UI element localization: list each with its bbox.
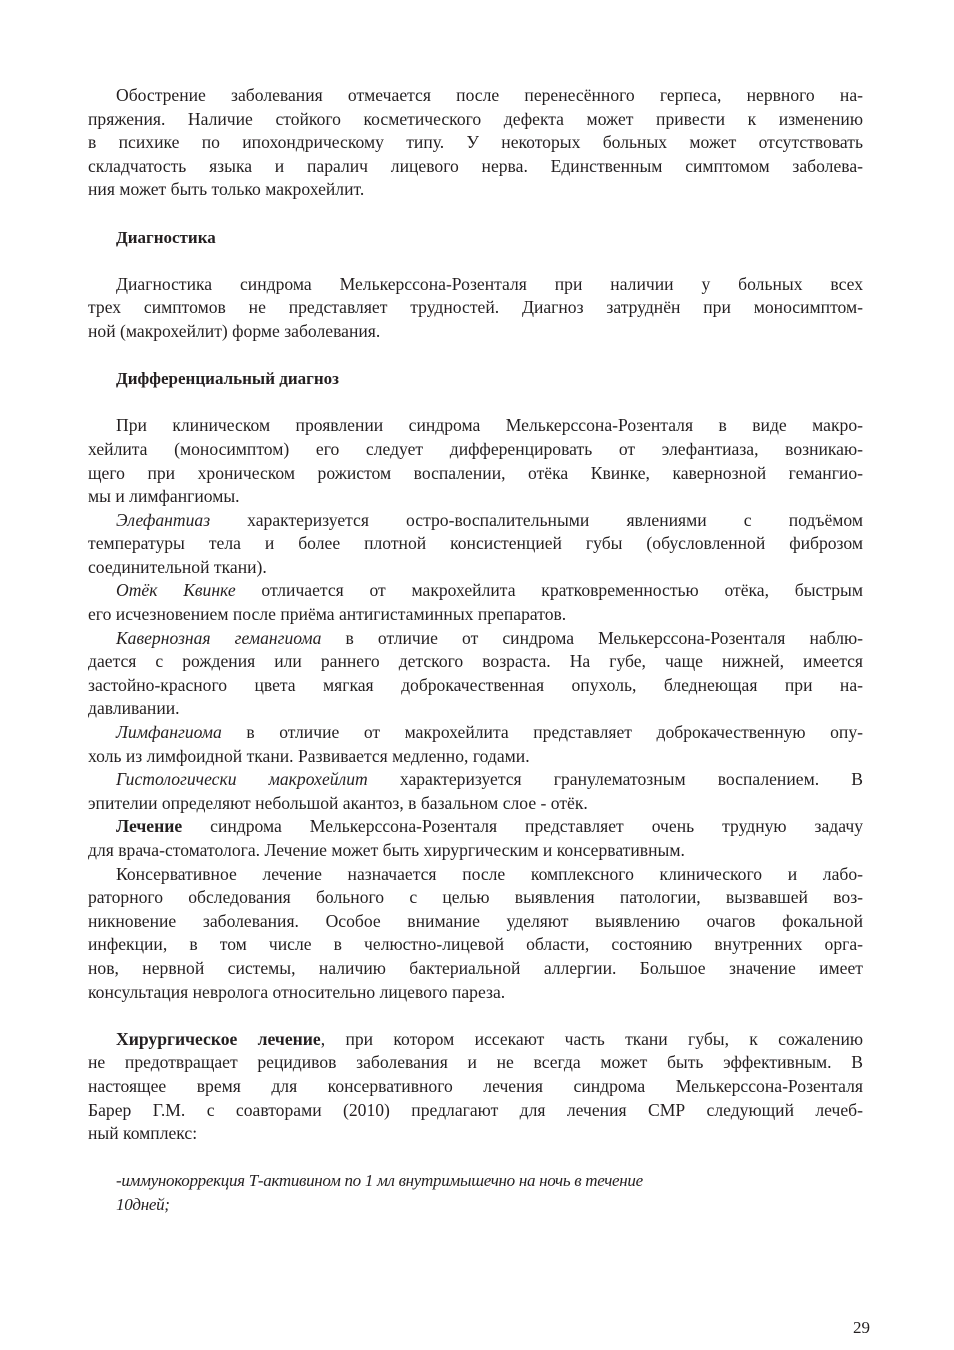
list-regimen (88, 1169, 863, 1216)
text-line: консультация невролога относительно лицевого пареза. (88, 981, 506, 1002)
text-line: Барер Г.М. с соавторами (2010) предлагают для лечения СМР следующий лечеб- (88, 1099, 863, 1120)
list-item: -иммунокоррекция Т-активином по 1 мл внутримышечно на ночь в течение (116, 1171, 643, 1191)
section-heading-diagnostics: Диагностика (116, 227, 216, 247)
paragraph-treatment (88, 815, 863, 862)
text-line (88, 815, 863, 839)
text-line: инфекции, в том числе в челюстно-лицевой области, состоянию внутренних орга- (88, 934, 863, 955)
spacer (88, 1146, 863, 1170)
text-line: соединительной ткани). (88, 556, 267, 577)
text-line (88, 509, 863, 533)
paragraph-elephantiasis (88, 509, 863, 580)
term-surgical: Хирургическое лечение (116, 1028, 321, 1049)
text-line: эпителии определяют небольшой акантоз, в базальном слое - отёк. (88, 792, 588, 813)
text-line: холь из лимфоидной ткани. Развивается медленно, годами. (88, 745, 530, 766)
text-line: раторного обследования больного с целью выявления патологии, вызвавшей воз- (88, 887, 863, 908)
text-line: его исчезновением после приёма антигистаминных препаратов. (88, 604, 567, 625)
paragraph-histology (88, 768, 863, 815)
spacer (88, 249, 863, 273)
page-body (88, 84, 863, 1217)
text-line: настоящее время для консервативного лечения синдрома Мелькерссона-Розенталя (88, 1075, 863, 1096)
text-line: Обострение заболевания отмечается после перенесённого герпеса, нервного на- (116, 85, 863, 105)
text-line: трех симптомов не представляет трудностей. Диагноз затруднён при моносимптом- (88, 297, 863, 318)
text-line (88, 1028, 863, 1052)
text-line: никновение заболевания. Особое внимание уделяют выявлению очагов фокальной (88, 910, 863, 931)
text-line: ной (макрохейлит) форме заболевания. (88, 320, 381, 341)
text-line: застойно-красного цвета мягкая доброкачественная опухоль, бледнеющая при на- (88, 674, 863, 695)
text-span: в отличие от макрохейлита представляет доброкачественную опу- (221, 722, 863, 743)
text-line: пряжения. Наличие стойкого косметического дефекта может привести к изменению (88, 108, 863, 129)
text-line: При клиническом проявлении синдрома Мелькерссона-Розенталя в виде макро- (116, 415, 863, 436)
text-span: характеризуется остро-воспалительными явлениями с подъёмом (210, 509, 863, 530)
term-hemangioma: Кавернозная гемангиома (116, 627, 322, 648)
text-line (88, 721, 863, 745)
text-line (88, 579, 863, 603)
text-line: в психике по ипохондрическому типу. У некоторых больных может отсутствовать (88, 132, 863, 153)
term-elephantiasis: Элефантиаз (116, 509, 211, 530)
text-line: складчатость языка и паралич лицевого нерва. Единственным симптомом заболева- (88, 155, 863, 176)
text-span: , при котором иссекают часть ткани губы, к сожалению (320, 1028, 864, 1049)
text-span: синдрома Мелькерссона-Розенталя представляет очень трудную задачу (182, 816, 863, 837)
text-line: Консервативное лечение назначается после комплексного клинического и лабо- (116, 863, 863, 884)
paragraph-differential-intro (88, 414, 863, 508)
page-number: 29 (853, 1318, 870, 1337)
paragraph-quincke (88, 579, 863, 626)
paragraph-conservative (88, 863, 863, 1005)
text-line: дается с рождения или раннего детского возраста. На губе, чаще нижней, имеется (88, 651, 863, 672)
text-span: характеризуется гранулематозным воспалением. В (367, 769, 863, 790)
term-treatment: Лечение (116, 816, 183, 837)
spacer (88, 344, 863, 368)
text-line: мы и лимфангиомы. (88, 486, 240, 507)
text-line: температуры тела и более плотной консистенцией губы (обусловленной фиброзом (88, 533, 863, 554)
text-line: давливании. (88, 698, 180, 719)
text-line: для врача-стоматолога. Лечение может быть хирургическим и консервативным. (88, 840, 685, 860)
text-span: отличается от макрохейлита кратковременностью отёка, быстрым (235, 580, 864, 601)
text-line: хейлита (моносимптом) его следует дифференцировать от элефантиаза, возникаю- (88, 438, 863, 459)
term-histology: Гистологически макрохейлит (116, 769, 368, 790)
text-line: щего при хроническом рожистом воспалении, отёка Квинке, кавернозной гемангио- (88, 462, 863, 483)
text-line: ния может быть только макрохейлит. (88, 179, 365, 200)
paragraph-surgical (88, 1028, 863, 1146)
term-quincke: Отёк Квинке (116, 580, 236, 601)
term-lymphangioma: Лимфангиома (116, 722, 222, 743)
spacer (88, 1004, 863, 1028)
section-heading-differential: Дифференциальный диагноз (116, 369, 339, 389)
paragraph-exacerbation (88, 84, 863, 202)
text-line: Диагностика синдрома Мелькерссона-Розенталя при наличии у больных всех (116, 273, 863, 294)
spacer (88, 202, 863, 226)
spacer (88, 391, 863, 415)
paragraph-hemangioma (88, 627, 863, 721)
text-line: не предотвращает рецидивов заболевания и не всегда может быть эффективным. В (88, 1052, 863, 1073)
paragraph-lymphangioma (88, 721, 863, 768)
text-line (88, 627, 863, 651)
text-line: нов, нервной системы, наличию бактериальной аллергии. Большое значение имеет (88, 957, 863, 978)
text-line (88, 768, 863, 792)
paragraph-diagnostics (88, 273, 863, 344)
text-span: в отличие от синдрома Мелькерссона-Розенталя наблю- (321, 627, 863, 648)
text-line: ный комплекс: (88, 1123, 198, 1144)
list-item-continuation: 10дней; (116, 1194, 170, 1214)
